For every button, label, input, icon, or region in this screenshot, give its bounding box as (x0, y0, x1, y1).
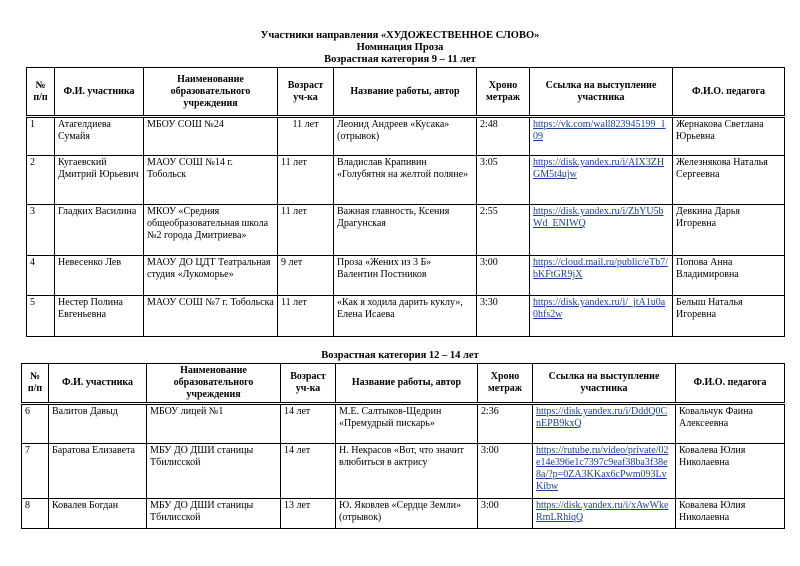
cell-time: 2:36 (478, 404, 533, 444)
header-teacher: Ф.И.О. педагога (673, 68, 785, 117)
table-row (27, 256, 785, 296)
performance-link[interactable]: https://disk.yandex.ru/i/ZhYU5bWd_ENIWQ (533, 206, 664, 229)
age-category-heading-1: Возрастная категория 9 – 11 лет (324, 54, 476, 65)
cell-teacher: Попова Анна Владимировна (673, 256, 785, 296)
table-header-row (27, 68, 785, 117)
cell-link (533, 444, 676, 499)
cell-time: 3:30 (477, 296, 530, 337)
performance-link[interactable]: https://cloud.mail.ru/public/eTb7/bKFtGR9jX (533, 257, 668, 280)
participants-table-2 (21, 363, 785, 529)
cell-school: МБОУ СОШ №24 (144, 117, 278, 156)
cell-name: Валитов Давыд (49, 404, 147, 444)
cell-time: 3:00 (478, 499, 533, 529)
cell-time: 3:05 (477, 156, 530, 205)
cell-name: Гладких Василина (55, 205, 144, 256)
header-link: Ссылка на выступление участника (533, 364, 676, 404)
performance-link[interactable]: https://disk.yandex.ru/i/xAwWkeRmLRhiqQ (536, 500, 669, 523)
cell-num: 7 (22, 444, 49, 499)
table-row (27, 205, 785, 256)
header-work: Название работы, автор (334, 68, 477, 117)
cell-work: Ю. Яковлев «Сердце Земли» (отрывок) (336, 499, 478, 529)
table-row (27, 296, 785, 337)
nomination-heading: Номинация Проза (356, 42, 444, 53)
header-num: № п/п (27, 68, 55, 117)
cell-time: 3:00 (478, 444, 533, 499)
header-school: Наименование образовательного учреждения (144, 68, 278, 117)
header-age: Возраст уч-ка (278, 68, 334, 117)
cell-name: Кугаевский Дмитрий Юрьевич (55, 156, 144, 205)
cell-work: М.Е. Салтыков-Щедрин «Премудрый пискарь» (336, 404, 478, 444)
header-name: Ф.И. участника (49, 364, 147, 404)
cell-name: Ковалев Богдан (49, 499, 147, 529)
cell-age: 14 лет (281, 444, 336, 499)
cell-school: МАОУ СОШ №14 г. Тобольск (144, 156, 278, 205)
cell-teacher: Ковалева Юлия Николаевна (676, 499, 785, 529)
cell-age: 14 лет (281, 404, 336, 444)
cell-teacher: Ковалева Юлия Николаевна (676, 444, 785, 499)
header-age: Возраст уч-ка (281, 364, 336, 404)
cell-name: Атагелдиева Сумайя (55, 117, 144, 156)
cell-teacher: Жернакова Светлана Юрьевна (673, 117, 785, 156)
header-work: Название работы, автор (336, 364, 478, 404)
cell-work: Владислав Крапивин «Голубятня на желтой поляне» (334, 156, 477, 205)
cell-work: Проза «Жених из 3 Б» Валентин Постников (334, 256, 477, 296)
header-name: Ф.И. участника (55, 68, 144, 117)
cell-school: МАОУ СОШ №7 г. Тобольска (144, 296, 278, 337)
table-row (22, 404, 785, 444)
header-school: Наименование образовательного учреждения (147, 364, 281, 404)
page-title: Участники направления «ХУДОЖЕСТВЕННОЕ СЛОВО» (260, 30, 540, 41)
cell-link (530, 296, 673, 337)
cell-school: МБОУ лицей №1 (147, 404, 281, 444)
header-link: Ссылка на выступление участника (530, 68, 673, 117)
header-time: Хроно метраж (477, 68, 530, 117)
table-row (22, 499, 785, 529)
cell-num: 3 (27, 205, 55, 256)
performance-link[interactable]: https://disk.yandex.ru/i/DddQ0CnEPB9kxQ (536, 406, 668, 429)
participants-table-1 (26, 67, 785, 337)
header-time: Хроно метраж (478, 364, 533, 404)
cell-age: 13 лет (281, 499, 336, 529)
cell-num: 6 (22, 404, 49, 444)
cell-num: 5 (27, 296, 55, 337)
age-category-heading-2: Возрастная категория 12 – 14 лет (321, 350, 479, 361)
cell-school: МБУ ДО ДШИ станицы Тбилисской (147, 499, 281, 529)
header-num: № п/п (22, 364, 49, 404)
cell-num: 4 (27, 256, 55, 296)
performance-link[interactable]: https://vk.com/wall823945199_109 (533, 119, 666, 142)
cell-link (533, 499, 676, 529)
cell-time: 2:55 (477, 205, 530, 256)
cell-teacher: Ковальчук Фаина Алексеевна (676, 404, 785, 444)
cell-age: 11 лет (278, 296, 334, 337)
cell-work: Н. Некрасов «Вот, что значит влюбиться в актрису (336, 444, 478, 499)
cell-num: 8 (22, 499, 49, 529)
cell-age: 11 лет (278, 156, 334, 205)
cell-name: Нестер Полина Евгеньевна (55, 296, 144, 337)
cell-work: Леонид Андреев «Кусака» (отрывок) (334, 117, 477, 156)
table-row (27, 156, 785, 205)
table-row (27, 117, 785, 156)
cell-school: МАОУ ДО ЦДТ Театральная студия «Лукоморье» (144, 256, 278, 296)
cell-link (530, 156, 673, 205)
performance-link[interactable]: https://disk.yandex.ru/i/AIX3ZHGM5t4ujw (533, 157, 665, 180)
cell-num: 1 (27, 117, 55, 156)
cell-school: МКОУ «Средняя общеобразовательная школа №2 города Дмитриева» (144, 205, 278, 256)
cell-link (530, 205, 673, 256)
cell-time: 3:00 (477, 256, 530, 296)
cell-link (533, 404, 676, 444)
cell-name: Баратова Елизавета (49, 444, 147, 499)
cell-age: 9 лет (278, 256, 334, 296)
cell-teacher: Девкина Дарья Игоревна (673, 205, 785, 256)
header-teacher: Ф.И.О. педагога (676, 364, 785, 404)
cell-link (530, 256, 673, 296)
cell-num: 2 (27, 156, 55, 205)
cell-link (530, 117, 673, 156)
cell-work: Важная главность, Ксения Драгунская (334, 205, 477, 256)
cell-teacher: Белыш Наталья Игоревна (673, 296, 785, 337)
table-header-row (22, 364, 785, 404)
performance-link[interactable]: https://rutube.ru/video/private/02e14e396e1c7397c9eaf38ba3f38e8a/?p=0ZA3KKax6cPwm093LvKibw (536, 445, 669, 492)
cell-school: МБУ ДО ДШИ станицы Тбилисской (147, 444, 281, 499)
cell-time: 2:48 (477, 117, 530, 156)
cell-teacher: Железнякова Наталья Сергеевна (673, 156, 785, 205)
table-row (22, 444, 785, 499)
cell-age: 11 лет (278, 205, 334, 256)
cell-work: «Как я ходила дарить куклу», Елена Исаева (334, 296, 477, 337)
cell-age: 11 лет (278, 117, 334, 156)
performance-link[interactable]: https://disk.yandex.ru/i/_jtA1u0a0hfs2w (533, 297, 666, 320)
cell-name: Невесенко Лев (55, 256, 144, 296)
